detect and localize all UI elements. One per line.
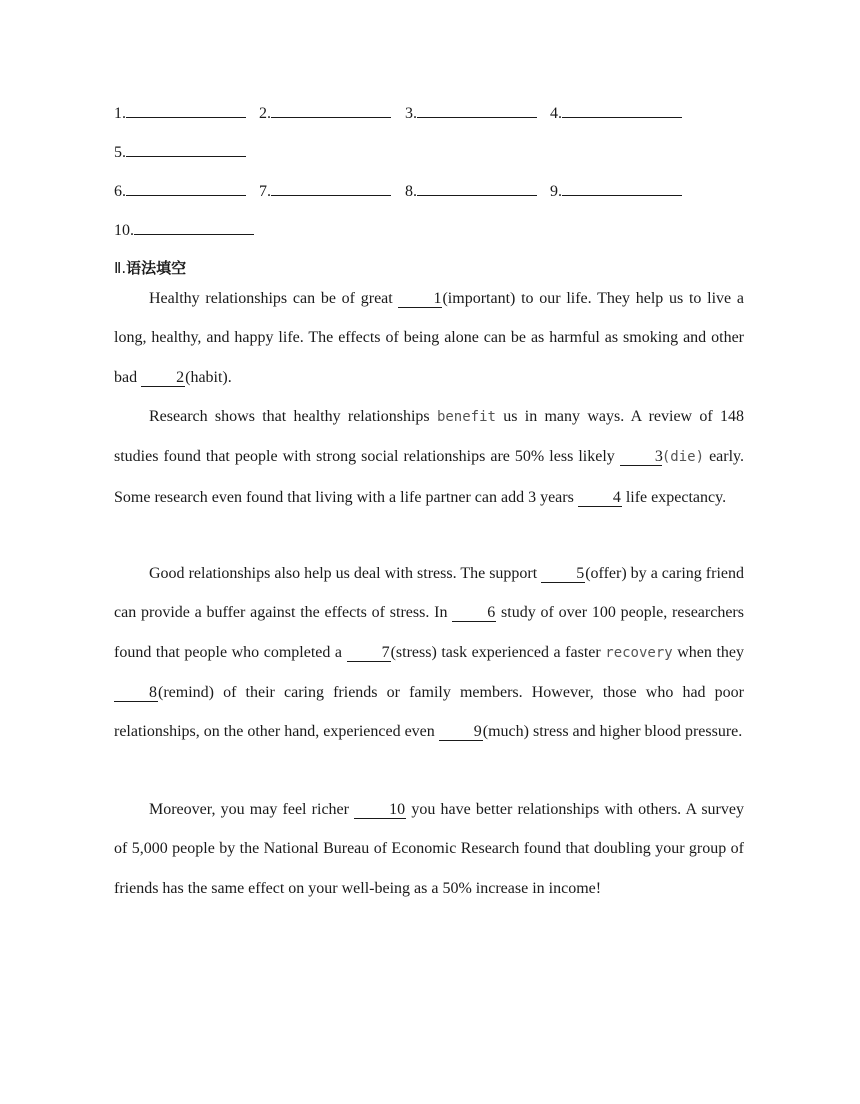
- answer-line-7[interactable]: 7.: [259, 180, 391, 202]
- answer-line-6[interactable]: 6.: [114, 180, 246, 202]
- highlight-word-recovery: recovery: [605, 644, 673, 661]
- section-title: 语法填空: [126, 259, 187, 277]
- blank-7[interactable]: 7: [347, 644, 391, 662]
- blank-4[interactable]: 4: [578, 489, 622, 507]
- blank-10[interactable]: 10: [354, 801, 406, 819]
- blank-2[interactable]: 2: [141, 369, 185, 387]
- answer-line-1[interactable]: 1.: [114, 102, 246, 124]
- blank-5[interactable]: 5: [541, 565, 585, 583]
- blank-8[interactable]: 8: [114, 684, 158, 702]
- blank-1[interactable]: 1: [398, 290, 442, 308]
- paragraph-3: Good relationships also help us deal with stress. The support 5(offer) by a caring friend can provide a buffer against the effects of stress. In 6 study of over 100 people, researchers found that people who completed a 7(stress) task experienced a faster recovery when they 8(remind) of their caring friends or family members. However, those who had poor relationships, on the other hand, experienced even 9(much) stress and higher blood pressure.: [114, 565, 745, 741]
- answer-line-3[interactable]: 3.: [405, 102, 537, 124]
- paragraph-4: Moreover, you may feel richer 10 you have better relationships with others. A survey of 5,000 people by the National Bureau of Economic Research found that doubling your group of friends has the same effect on your well-being as a 50% increase in income!: [114, 801, 744, 897]
- answer-line-2[interactable]: 2.: [259, 102, 391, 124]
- blank-9[interactable]: 9: [439, 723, 483, 741]
- answer-line-10[interactable]: 10.: [114, 219, 254, 241]
- answer-line-5[interactable]: 5.: [114, 141, 246, 163]
- paragraph-2: Research shows that healthy relationships benefit us in many ways. A review of 148 studies found that people with strong social relationships are 50% less likely 3(die) early. Some research even found that living with a life partner can add 3 years 4 life expectancy.: [114, 408, 745, 506]
- answer-line-4[interactable]: 4.: [550, 102, 682, 124]
- hint-die: (die): [661, 449, 705, 466]
- section-heading: [114, 258, 186, 279]
- paragraph-1: Healthy relationships can be of great 1(important) to our life. They help us to live a long, healthy, and happy life. The effects of being alone can be as harmful as smoking and other bad 2(habit).: [114, 290, 744, 386]
- blank-6[interactable]: 6: [452, 604, 496, 622]
- answer-line-8[interactable]: 8.: [405, 180, 537, 202]
- highlight-word-benefit: benefit: [436, 409, 496, 425]
- section-number: Ⅱ.: [114, 259, 127, 277]
- answer-line-9[interactable]: 9.: [550, 180, 682, 202]
- blank-3[interactable]: 3: [620, 448, 662, 466]
